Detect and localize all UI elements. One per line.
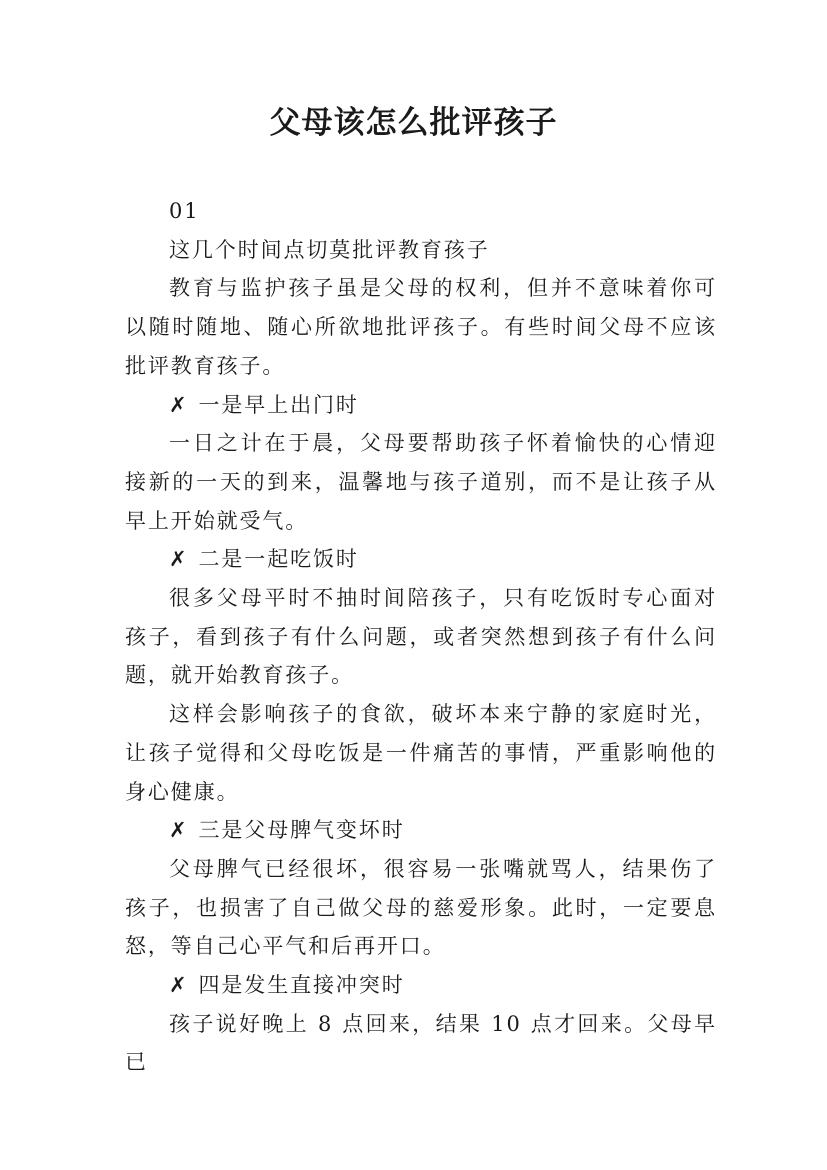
cross-mark-icon: ✗ <box>169 392 189 417</box>
list-item-label: 四是发生直接冲突时 <box>198 973 405 998</box>
paragraph: 孩子说好晚上 8 点回来，结果 10 点才回来。父母早已 <box>125 1011 717 1075</box>
section-heading: 这几个时间点切莫批评教育孩子 <box>169 237 490 262</box>
cross-mark-icon: ✗ <box>169 973 189 998</box>
paragraph: 很多父母平时不抽时间陪孩子，只有吃饭时专心面对孩子，看到孩子有什么问题，或者突然想到孩子有什么问题，就开始教育孩子。 <box>125 586 717 688</box>
list-item-heading <box>125 540 717 579</box>
cross-mark-icon: ✗ <box>169 547 189 572</box>
list-item-label: 二是一起吃饭时 <box>198 547 359 572</box>
paragraph: 父母脾气已经很坏，很容易一张嘴就骂人，结果伤了孩子，也损害了自己做父母的慈爱形象。此时，一定要息怒，等自己心平气和后再开口。 <box>125 856 717 959</box>
list-item-heading <box>125 386 717 425</box>
list-item-label: 一是早上出门时 <box>198 392 359 417</box>
paragraph: 这样会影响孩子的食欲，破坏本来宁静的家庭时光，让孩子觉得和父母吃饭是一件痛苦的事情，严重影响他的身心健康。 <box>125 702 717 804</box>
paragraph: 一日之计在于晨，父母要帮助孩子怀着愉快的心情迎接新的一天的到来，温馨地与孩子道别，而不是让孩子从早上开始就受气。 <box>125 431 717 533</box>
document-body <box>125 192 717 1082</box>
list-item-heading <box>125 811 717 850</box>
document-title: 父母该怎么批评孩子 <box>269 105 558 141</box>
list-item-heading <box>125 966 717 1005</box>
paragraph: 教育与监护孩子虽是父母的权利，但并不意味着你可以随时随地、随心所欲地批评孩子。有些时间父母不应该批评教育孩子。 <box>125 276 717 378</box>
list-item-label: 三是父母脾气变坏时 <box>198 818 405 843</box>
section-number: 01 <box>169 199 200 223</box>
cross-mark-icon: ✗ <box>169 818 189 843</box>
